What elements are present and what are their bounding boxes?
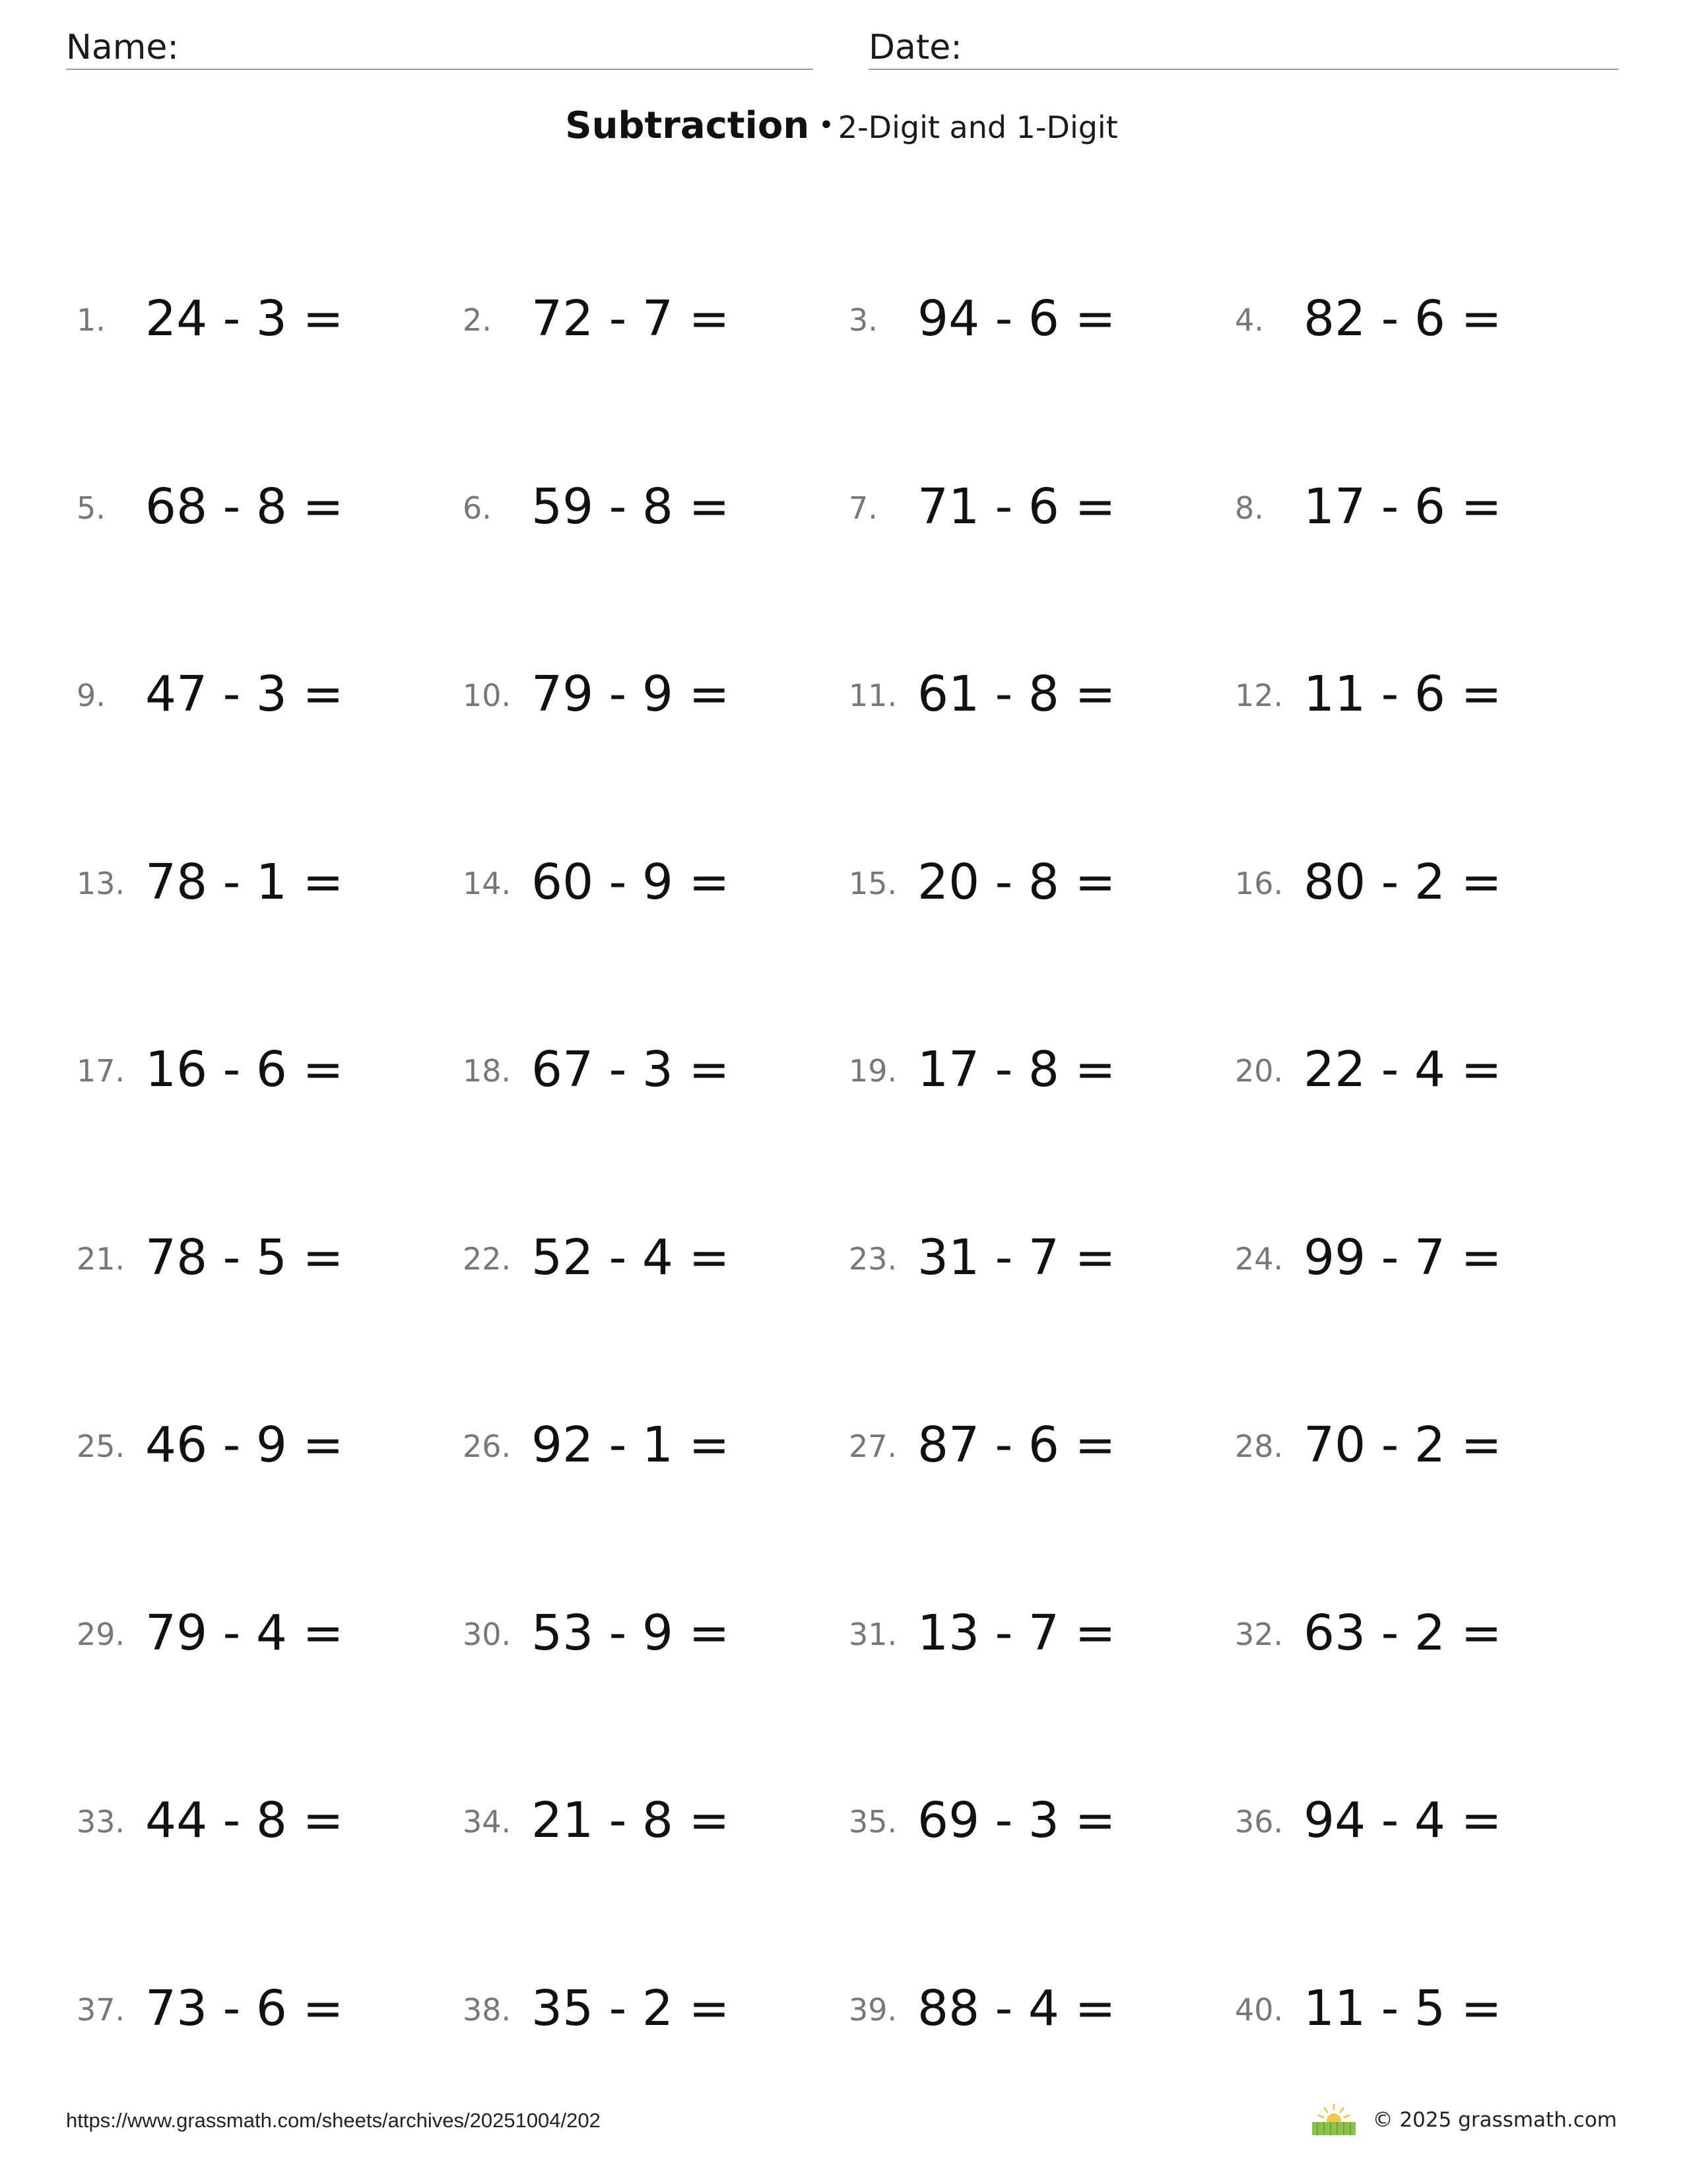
problem-number: 31.: [849, 1616, 898, 1652]
problem-item: [77, 666, 459, 732]
problem-item: [849, 854, 1232, 920]
problem-expression: 52 - 4 =: [531, 1229, 730, 1286]
problem-expression: 88 - 4 =: [917, 1979, 1116, 2037]
problem-number: 1.: [77, 302, 106, 338]
problem-item: [463, 1980, 845, 2046]
copyright-text: © 2025 grassmath.com: [1372, 2108, 1617, 2132]
problem-expression: 78 - 1 =: [145, 853, 344, 911]
problem-number: 39.: [849, 1991, 898, 2028]
problem-number: 6.: [463, 490, 492, 526]
problem-number: 15.: [849, 865, 898, 901]
problem-number: 33.: [77, 1804, 125, 1840]
problem-expression: 53 - 9 =: [531, 1604, 730, 1661]
problem-item: [849, 1041, 1232, 1107]
problem-item: [849, 1605, 1232, 1671]
problem-expression: 94 - 6 =: [917, 290, 1116, 347]
problem-expression: 11 - 6 =: [1304, 666, 1502, 723]
problem-number: 2.: [463, 302, 492, 338]
problem-item: [1235, 1229, 1618, 1295]
problem-expression: 68 - 8 =: [145, 478, 344, 535]
title-main: Subtraction: [565, 104, 810, 147]
problem-expression: 70 - 2 =: [1304, 1417, 1502, 1473]
problem-expression: 11 - 5 =: [1304, 1979, 1502, 2037]
name-field[interactable]: [66, 24, 813, 70]
problem-number: 37.: [77, 1991, 125, 2028]
problem-item: [77, 1229, 459, 1295]
problem-number: 9.: [77, 678, 106, 713]
problem-item: [1235, 1041, 1618, 1107]
problem-item: [77, 290, 459, 356]
problem-expression: 13 - 7 =: [917, 1604, 1116, 1661]
problem-expression: 31 - 7 =: [917, 1229, 1116, 1286]
problem-item: [463, 290, 845, 356]
problem-expression: 22 - 4 =: [1304, 1041, 1502, 1098]
problem-number: 4.: [1235, 302, 1264, 338]
problem-expression: 17 - 6 =: [1304, 478, 1502, 535]
problem-expression: 94 - 4 =: [1304, 1792, 1502, 1849]
problem-item: [77, 1417, 459, 1483]
problem-item: [849, 1417, 1232, 1483]
problem-item: [849, 478, 1232, 544]
problem-expression: 72 - 7 =: [531, 290, 730, 347]
problem-item: [849, 1792, 1232, 1858]
problem-number: 26.: [463, 1429, 512, 1464]
problem-item: [463, 1041, 845, 1107]
worksheet-title: [0, 104, 1683, 147]
problem-item: [463, 478, 845, 544]
problem-item: [77, 854, 459, 920]
problem-number: 35.: [849, 1804, 898, 1840]
problem-number: 25.: [77, 1429, 125, 1464]
problem-expression: 71 - 6 =: [917, 478, 1116, 535]
problem-expression: 20 - 8 =: [917, 853, 1116, 911]
problem-item: [77, 1605, 459, 1671]
problem-item: [849, 1229, 1232, 1295]
problem-expression: 73 - 6 =: [145, 1979, 344, 2037]
problem-expression: 87 - 6 =: [917, 1417, 1116, 1473]
problem-expression: 47 - 3 =: [145, 666, 344, 723]
date-label: Date:: [869, 28, 962, 67]
problem-item: [1235, 478, 1618, 544]
problem-expression: 35 - 2 =: [531, 1979, 730, 2037]
problem-item: [849, 290, 1232, 356]
problem-item: [77, 1980, 459, 2046]
problem-number: 10.: [463, 678, 512, 713]
problem-item: [463, 1605, 845, 1671]
problem-item: [77, 1792, 459, 1858]
problem-number: 8.: [1235, 490, 1264, 526]
problem-number: 19.: [849, 1053, 898, 1089]
problem-item: [1235, 1792, 1618, 1858]
footer-url: https://www.grassmath.com/sheets/archives/20251004/202: [66, 2109, 601, 2132]
problem-number: 23.: [849, 1240, 898, 1277]
problem-item: [463, 1792, 845, 1858]
problem-number: 18.: [463, 1053, 512, 1089]
problem-expression: 46 - 9 =: [145, 1417, 344, 1473]
problem-item: [1235, 1980, 1618, 2046]
problem-number: 36.: [1235, 1804, 1284, 1840]
problem-item: [463, 666, 845, 732]
problem-item: [1235, 1417, 1618, 1483]
title-subtitle: 2-Digit and 1-Digit: [838, 110, 1118, 145]
problem-grid: [77, 290, 1621, 2184]
problem-expression: 60 - 9 =: [531, 853, 730, 911]
problem-number: 28.: [1235, 1429, 1284, 1464]
problem-expression: 59 - 8 =: [531, 478, 730, 535]
problem-expression: 21 - 8 =: [531, 1792, 730, 1849]
problem-item: [1235, 290, 1618, 356]
problem-item: [77, 1041, 459, 1107]
problem-item: [849, 1980, 1232, 2046]
problem-number: 24.: [1235, 1240, 1284, 1277]
problem-number: 11.: [849, 678, 898, 713]
problem-number: 40.: [1235, 1991, 1284, 2028]
problem-item: [77, 478, 459, 544]
problem-expression: 69 - 3 =: [917, 1792, 1116, 1849]
date-field[interactable]: [869, 24, 1618, 70]
problem-number: 7.: [849, 490, 878, 526]
problem-number: 34.: [463, 1804, 512, 1840]
problem-number: 32.: [1235, 1616, 1284, 1652]
problem-expression: 17 - 8 =: [917, 1041, 1116, 1098]
problem-number: 30.: [463, 1616, 512, 1652]
problem-expression: 16 - 6 =: [145, 1041, 344, 1098]
sun-over-grass-icon: [1311, 2104, 1357, 2136]
problem-number: 14.: [463, 865, 512, 901]
problem-item: [1235, 1605, 1618, 1671]
problem-item: [463, 1417, 845, 1483]
footer-brand: [1311, 2104, 1617, 2136]
problem-expression: 79 - 4 =: [145, 1604, 344, 1661]
problem-expression: 24 - 3 =: [145, 290, 344, 347]
problem-expression: 61 - 8 =: [917, 666, 1116, 723]
name-label: Name:: [66, 28, 179, 67]
problem-number: 38.: [463, 1991, 512, 2028]
problem-number: 27.: [849, 1429, 898, 1464]
problem-number: 17.: [77, 1053, 125, 1089]
problem-expression: 67 - 3 =: [531, 1041, 730, 1098]
problem-expression: 80 - 2 =: [1304, 853, 1502, 911]
problem-number: 21.: [77, 1240, 125, 1277]
problem-expression: 44 - 8 =: [145, 1792, 344, 1849]
problem-expression: 99 - 7 =: [1304, 1229, 1502, 1286]
problem-expression: 63 - 2 =: [1304, 1604, 1502, 1661]
problem-expression: 92 - 1 =: [531, 1417, 730, 1473]
problem-number: 20.: [1235, 1053, 1284, 1089]
problem-number: 12.: [1235, 678, 1284, 713]
problem-number: 5.: [77, 490, 106, 526]
problem-number: 16.: [1235, 865, 1284, 901]
problem-item: [849, 666, 1232, 732]
problem-expression: 79 - 9 =: [531, 666, 730, 723]
problem-item: [1235, 854, 1618, 920]
problem-expression: 82 - 6 =: [1304, 290, 1502, 347]
problem-item: [1235, 666, 1618, 732]
title-separator: •: [818, 110, 834, 141]
problem-number: 3.: [849, 302, 878, 338]
problem-number: 13.: [77, 865, 125, 901]
problem-expression: 78 - 5 =: [145, 1229, 344, 1286]
problem-item: [463, 1229, 845, 1295]
problem-number: 29.: [77, 1616, 125, 1652]
problem-number: 22.: [463, 1240, 512, 1277]
problem-item: [463, 854, 845, 920]
